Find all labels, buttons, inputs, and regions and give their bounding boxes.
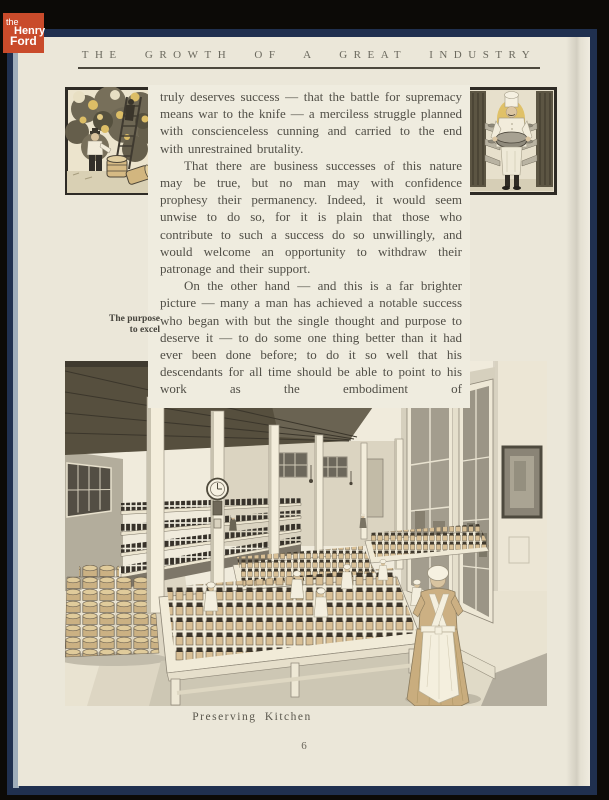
cook-vignette-illustration [465, 87, 557, 195]
left-wall-window [67, 463, 111, 517]
page-number: 6 [301, 740, 307, 752]
logo-text-henry: Henry [14, 25, 46, 37]
logo-text-ford: Ford [10, 34, 37, 48]
main-illustration [65, 361, 547, 706]
body-text-column [148, 85, 470, 408]
logo-text-the: the [6, 17, 19, 27]
page-fold-crease [566, 37, 590, 786]
illustration-caption: Preserving Kitchen [192, 711, 312, 723]
henry-ford-logo [3, 13, 44, 53]
margin-note-line1: The purpose [109, 314, 160, 324]
right-windows [407, 379, 493, 623]
paragraph-1: truly deserves success — that the battle for supremacy means war to the knife — a merciless struggle planned with conscienceless cunning and carried to the end with unrestrained brutality. [160, 89, 462, 156]
book-page [18, 37, 590, 786]
margin-note-line2: to excel [129, 325, 160, 335]
paragraph-2: That there are business successes of this nature may be true, but no man may with confidence prophesy their permanency. Indeed, it would seem unwise to do so, for it is plain that those who contribute to such a success do so unwillingly, and would welcome an opportunity to withdraw their patronage and their support. [160, 157, 462, 277]
header-rule [78, 67, 540, 69]
margin-note [74, 314, 160, 336]
running-header: THE GROWTH OF A GREAT INDUSTRY [81, 49, 537, 61]
paragraph-3: On the other hand — and this is a far brighter picture — many a man has achieved a notable success who began with but the single thought and purpose to deserve it — to do some one thing better than it had ever been done before; to do it so well that his descendants for all time should be able to point to his work as the embodiment of [160, 278, 462, 397]
